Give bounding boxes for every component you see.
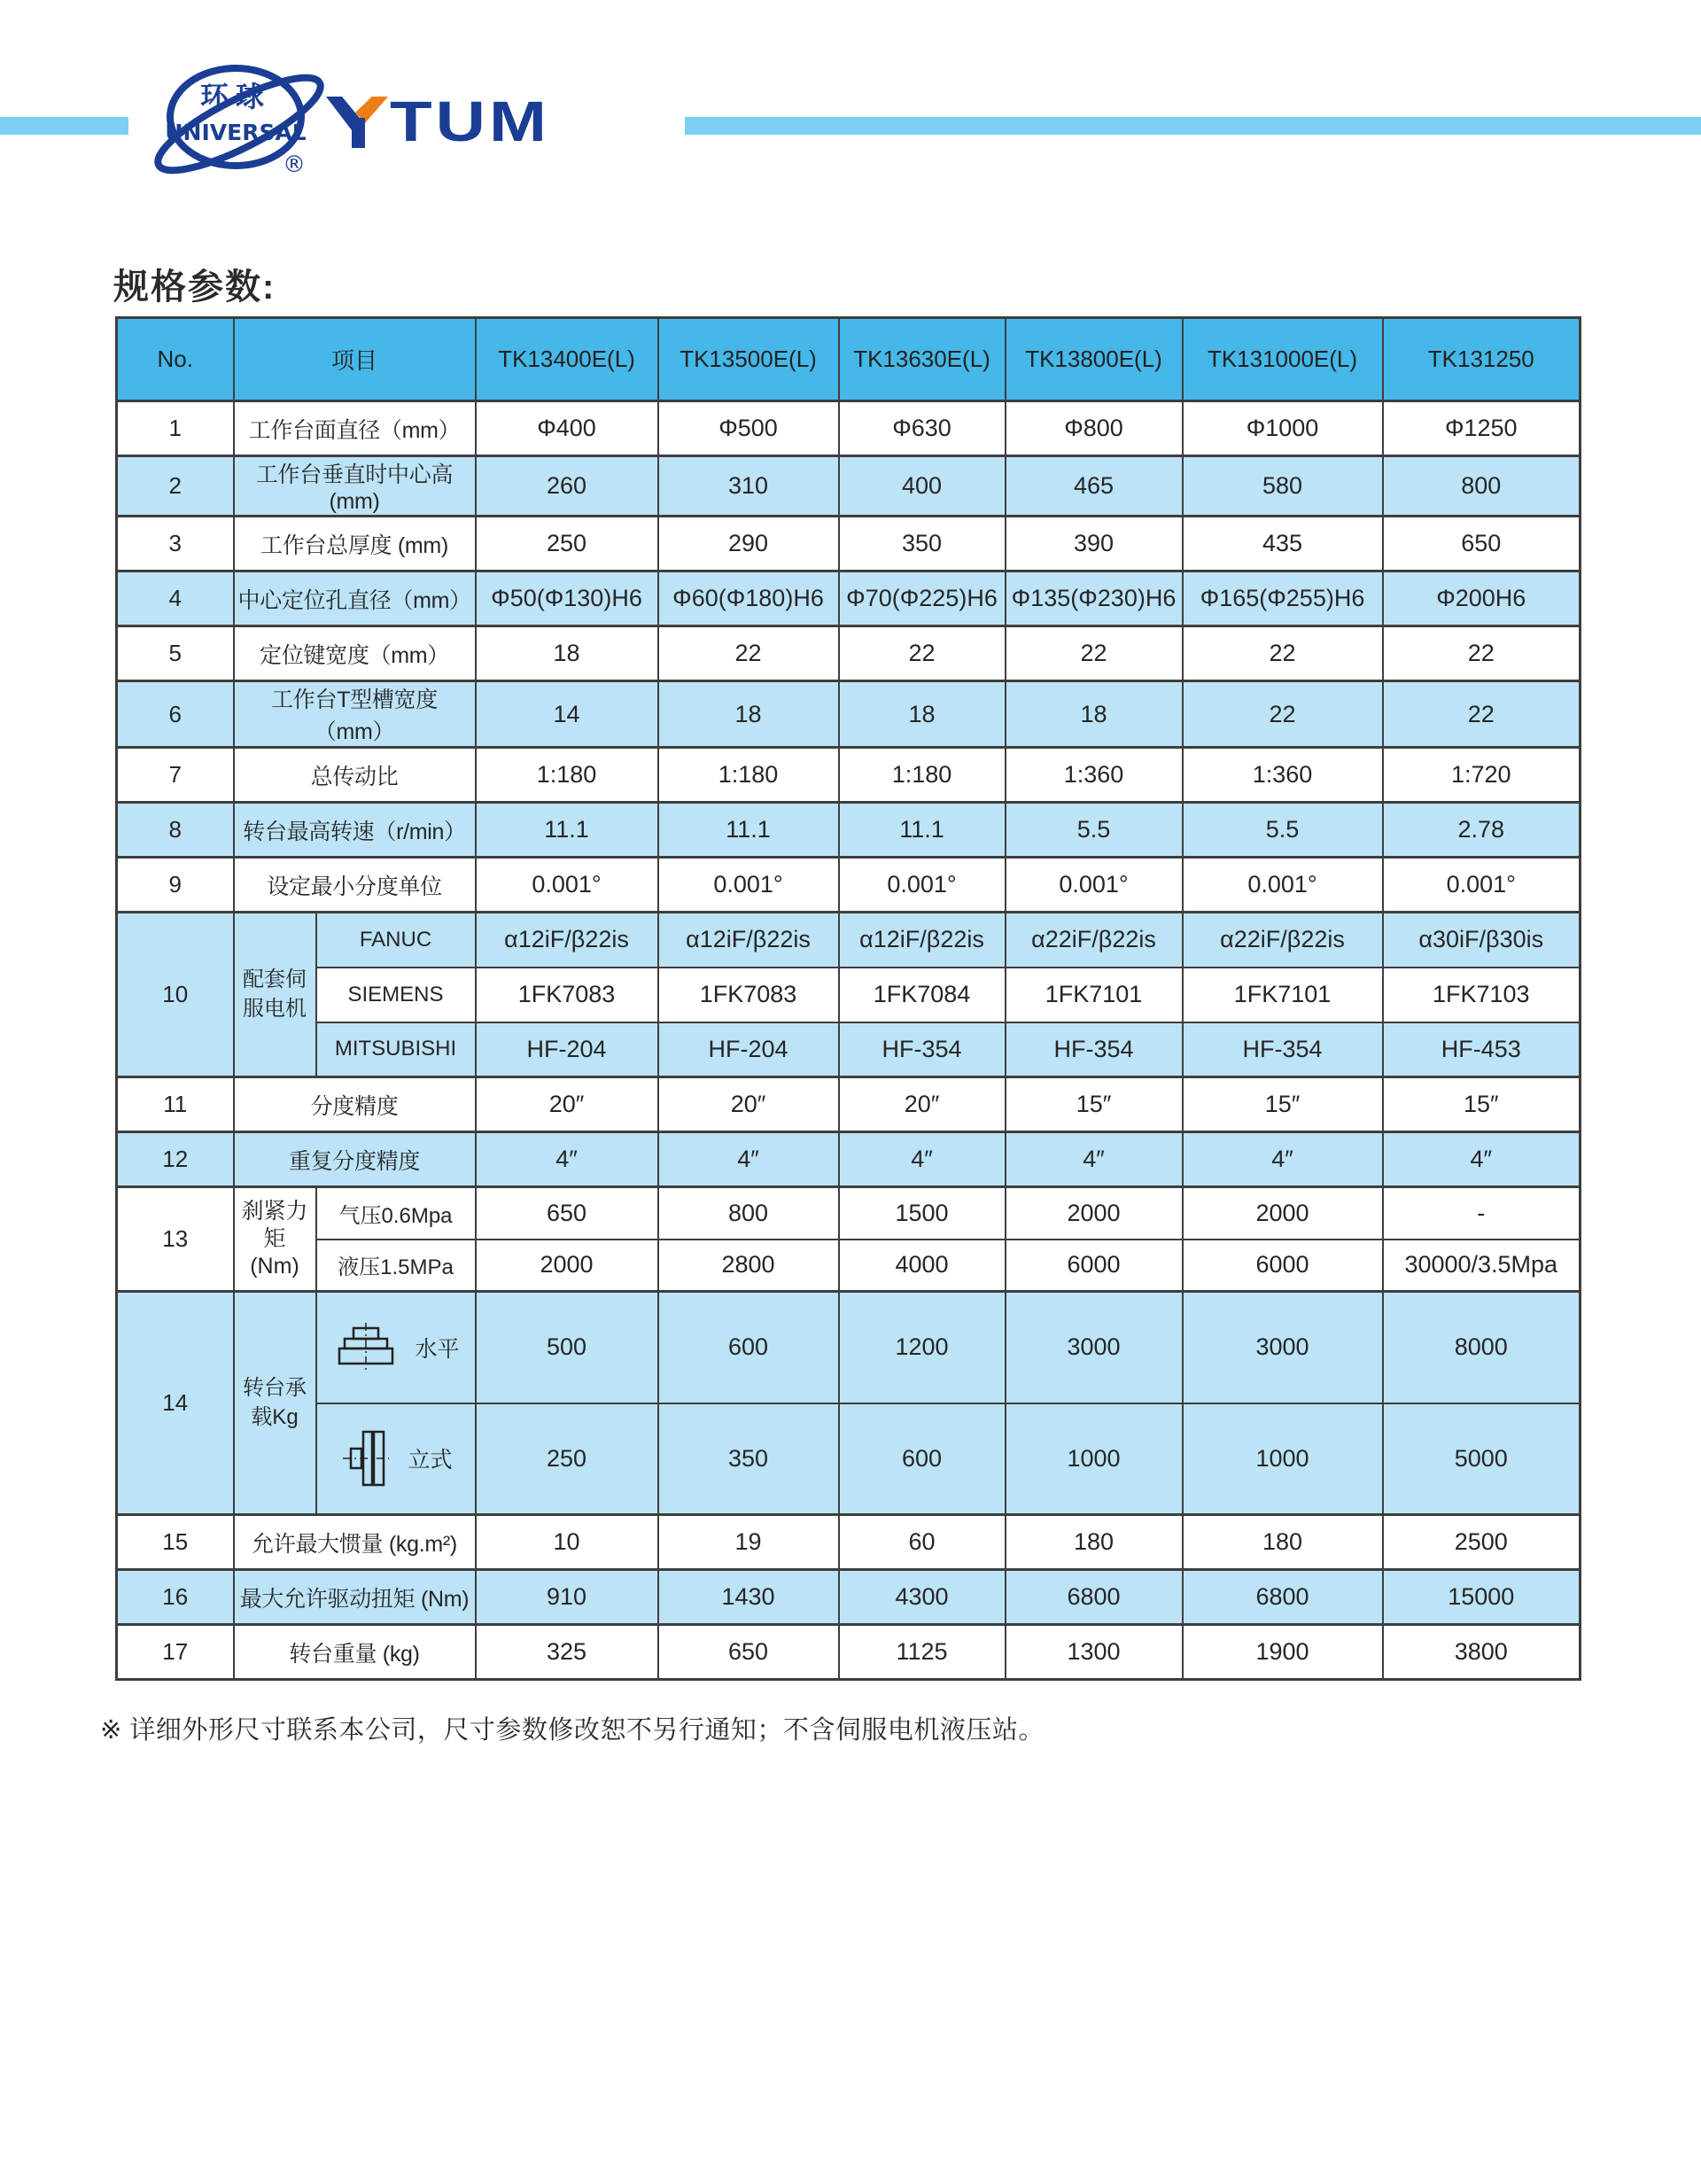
spec-value: HF-354 <box>839 1022 1006 1077</box>
spec-value: 4″ <box>1383 1132 1581 1187</box>
spec-value: 6000 <box>1183 1240 1383 1292</box>
table-row <box>117 1515 1581 1570</box>
spec-value: 0.001° <box>839 858 1006 913</box>
row-label: 设定最小分度单位 <box>234 858 476 913</box>
spec-value: Φ500 <box>658 401 839 456</box>
spec-value: 30000/3.5Mpa <box>1383 1240 1581 1292</box>
spec-value: 0.001° <box>658 858 839 913</box>
row-label: 中心定位孔直径（mm） <box>234 571 476 626</box>
table-row <box>117 571 1581 626</box>
row-number: 4 <box>117 571 234 626</box>
globe-logo-icon <box>151 55 332 188</box>
spec-value: 18 <box>476 626 658 681</box>
spec-value: 22 <box>839 626 1006 681</box>
spec-table <box>115 316 1581 1681</box>
spec-value: 1:360 <box>1183 748 1383 803</box>
spec-value: 1FK7083 <box>658 968 839 1022</box>
spec-value: 5.5 <box>1183 803 1383 858</box>
spec-value: 465 <box>1006 456 1183 517</box>
spec-value: 1900 <box>1183 1625 1383 1680</box>
spec-value: 800 <box>1383 456 1581 517</box>
column-header-item: 项目 <box>234 318 476 401</box>
spec-value: 2.78 <box>1383 803 1581 858</box>
spec-value: 580 <box>1183 456 1383 517</box>
spec-value: 19 <box>658 1515 839 1570</box>
svg-text:环球: 环球 <box>199 80 272 113</box>
table-row <box>117 748 1581 803</box>
spec-value: Φ60(Φ180)H6 <box>658 571 839 626</box>
table-row <box>117 401 1581 456</box>
spec-value: α30iF/β30is <box>1383 913 1581 968</box>
mount-mode-label: 水平 <box>415 1336 460 1362</box>
spec-value: 22 <box>1383 626 1581 681</box>
clamp-label-line1: 刹紧力矩 <box>241 1198 308 1251</box>
spec-value: 4″ <box>1006 1132 1183 1187</box>
table-row-servo-siemens <box>117 968 1581 1022</box>
spec-value: 0.001° <box>1006 858 1183 913</box>
table-header-row <box>117 318 1581 401</box>
spec-value: 0.001° <box>1183 858 1383 913</box>
spec-value: 1FK7084 <box>839 968 1006 1022</box>
spec-value: 2000 <box>1006 1187 1183 1240</box>
table-row-servo-mitsubishi <box>117 1022 1581 1077</box>
row-label: 分度精度 <box>234 1077 476 1132</box>
column-header-model: TK131000E(L) <box>1183 318 1383 401</box>
row-label: 工作台面直径（mm） <box>234 401 476 456</box>
spec-value: 600 <box>839 1403 1006 1515</box>
top-bar-right <box>685 117 1701 135</box>
spec-value: 10 <box>476 1515 658 1570</box>
spec-value: 1200 <box>839 1292 1006 1403</box>
column-header-model: TK13500E(L) <box>658 318 839 401</box>
row-number: 10 <box>117 913 234 1077</box>
spec-value: Φ135(Φ230)H6 <box>1006 571 1183 626</box>
spec-value: Φ165(Φ255)H6 <box>1183 571 1383 626</box>
spec-value: 60 <box>839 1515 1006 1570</box>
spec-value: 20″ <box>658 1077 839 1132</box>
spec-value: 15″ <box>1383 1077 1581 1132</box>
spec-value: 2800 <box>658 1240 839 1292</box>
spec-value: 3000 <box>1183 1292 1383 1403</box>
spec-value: 20″ <box>476 1077 658 1132</box>
spec-value: α22iF/β22is <box>1183 913 1383 968</box>
spec-value: 2000 <box>476 1240 658 1292</box>
table-row <box>117 1570 1581 1625</box>
servo-brand-label: FANUC <box>316 913 476 968</box>
spec-value: 650 <box>658 1625 839 1680</box>
spec-value: 4″ <box>839 1132 1006 1187</box>
spec-value: 1000 <box>1183 1403 1383 1515</box>
table-row-clamp-air <box>117 1187 1581 1240</box>
spec-value: 180 <box>1183 1515 1383 1570</box>
horizontal-mount-icon <box>332 1321 400 1374</box>
spec-value: 350 <box>839 517 1006 571</box>
spec-value: 6800 <box>1006 1570 1183 1625</box>
clamp-condition-label: 液压1.5MPa <box>316 1240 476 1292</box>
row-number: 15 <box>117 1515 234 1570</box>
spec-value: 1:360 <box>1006 748 1183 803</box>
table-row-servo-fanuc <box>117 913 1581 968</box>
table-row <box>117 1625 1581 1680</box>
spec-value: 650 <box>476 1187 658 1240</box>
row-label: 转台最高转速（r/min） <box>234 803 476 858</box>
row-number: 16 <box>117 1570 234 1625</box>
spec-value: 600 <box>658 1292 839 1403</box>
spec-value: 180 <box>1006 1515 1183 1570</box>
column-header-model: TK13800E(L) <box>1006 318 1183 401</box>
universal-logo <box>151 55 332 188</box>
spec-value: 15000 <box>1383 1570 1581 1625</box>
column-header-no: No. <box>117 318 234 401</box>
spec-value: HF-453 <box>1383 1022 1581 1077</box>
spec-value: 1000 <box>1006 1403 1183 1515</box>
table-row <box>117 456 1581 517</box>
spec-value: 8000 <box>1383 1292 1581 1403</box>
spec-value: 11.1 <box>476 803 658 858</box>
mount-mode-cell <box>316 1292 476 1403</box>
row-label: 配套伺服电机 <box>234 913 316 1077</box>
spec-value: 22 <box>1006 626 1183 681</box>
spec-value: Φ50(Φ130)H6 <box>476 571 658 626</box>
spec-value: Φ70(Φ225)H6 <box>839 571 1006 626</box>
spec-value: α12iF/β22is <box>476 913 658 968</box>
spec-value: 350 <box>658 1403 839 1515</box>
spec-value: HF-354 <box>1006 1022 1183 1077</box>
row-number: 1 <box>117 401 234 456</box>
spec-value: 1FK7103 <box>1383 968 1581 1022</box>
footnote: ※ 详细外形尺寸联系本公司，尺寸参数修改恕不另行通知；不含伺服电机液压站。 <box>100 1716 1045 1745</box>
spec-value: 250 <box>476 517 658 571</box>
spec-value: 1125 <box>839 1625 1006 1680</box>
spec-value: 4″ <box>1183 1132 1383 1187</box>
spec-value: 5.5 <box>1006 803 1183 858</box>
table-row <box>117 1132 1581 1187</box>
spec-value: α12iF/β22is <box>839 913 1006 968</box>
row-label: 定位键宽度（mm） <box>234 626 476 681</box>
table-row-load-vertical <box>117 1403 1581 1515</box>
spec-value: Φ800 <box>1006 401 1183 456</box>
spec-value: 5000 <box>1383 1403 1581 1515</box>
vertical-mount-icon <box>339 1425 392 1492</box>
spec-value: 290 <box>658 517 839 571</box>
spec-value: 4000 <box>839 1240 1006 1292</box>
row-number: 17 <box>117 1625 234 1680</box>
spec-value: 800 <box>658 1187 839 1240</box>
spec-value: 1FK7101 <box>1006 968 1183 1022</box>
brand-text: TUM <box>390 89 550 154</box>
spec-value: 400 <box>839 456 1006 517</box>
spec-value: 6800 <box>1183 1570 1383 1625</box>
spec-value: 1:720 <box>1383 748 1581 803</box>
spec-value: 3800 <box>1383 1625 1581 1680</box>
spec-value: HF-204 <box>476 1022 658 1077</box>
clamp-condition-label: 气压0.6Mpa <box>316 1187 476 1240</box>
spec-value: 6000 <box>1006 1240 1183 1292</box>
spec-value: 22 <box>1183 626 1383 681</box>
spec-value: 500 <box>476 1292 658 1403</box>
spec-value: 650 <box>1383 517 1581 571</box>
spec-value: 20″ <box>839 1077 1006 1132</box>
spec-value: 260 <box>476 456 658 517</box>
row-label <box>234 1187 316 1292</box>
table-row <box>117 626 1581 681</box>
spec-value: 390 <box>1006 517 1183 571</box>
spec-value: 1500 <box>839 1187 1006 1240</box>
row-number: 7 <box>117 748 234 803</box>
row-number: 13 <box>117 1187 234 1292</box>
spec-value: 14 <box>476 681 658 748</box>
column-header-model: TK13400E(L) <box>476 318 658 401</box>
spec-value: 15″ <box>1183 1077 1383 1132</box>
spec-value: 1FK7101 <box>1183 968 1383 1022</box>
spec-value: α22iF/β22is <box>1006 913 1183 968</box>
svg-text:UNIVERSAL: UNIVERSAL <box>165 120 307 145</box>
spec-value: 22 <box>1183 681 1383 748</box>
spec-value: 2500 <box>1383 1515 1581 1570</box>
spec-value: 910 <box>476 1570 658 1625</box>
spec-value: HF-354 <box>1183 1022 1383 1077</box>
spec-value: 4300 <box>839 1570 1006 1625</box>
spec-value: 18 <box>658 681 839 748</box>
spec-value: 11.1 <box>839 803 1006 858</box>
spec-value: Φ400 <box>476 401 658 456</box>
svg-text:®: ® <box>283 152 306 178</box>
table-row <box>117 858 1581 913</box>
row-label: 总传动比 <box>234 748 476 803</box>
table-row-load-horizontal <box>117 1292 1581 1403</box>
table-row <box>117 517 1581 571</box>
table-row-clamp-hydraulic <box>117 1240 1581 1292</box>
row-number: 3 <box>117 517 234 571</box>
section-title: 规格参数: <box>113 268 276 307</box>
row-label: 工作台总厚度 (mm) <box>234 517 476 571</box>
spec-value: 4″ <box>658 1132 839 1187</box>
row-number: 2 <box>117 456 234 517</box>
row-number: 8 <box>117 803 234 858</box>
spec-value: 1:180 <box>658 748 839 803</box>
clamp-label-line2: (Nm) <box>250 1254 299 1279</box>
row-number: 5 <box>117 626 234 681</box>
brand-y-icon <box>324 93 390 150</box>
spec-value: Φ200H6 <box>1383 571 1581 626</box>
spec-value: Φ1250 <box>1383 401 1581 456</box>
row-label: 重复分度精度 <box>234 1132 476 1187</box>
spec-value: 0.001° <box>1383 858 1581 913</box>
spec-value: 3000 <box>1006 1292 1183 1403</box>
column-header-model: TK131250 <box>1383 318 1581 401</box>
brand-ytum <box>324 87 550 156</box>
table-row <box>117 1077 1581 1132</box>
row-label: 最大允许驱动扭矩 (Nm) <box>234 1570 476 1625</box>
spec-value: 22 <box>658 626 839 681</box>
row-number: 9 <box>117 858 234 913</box>
mount-mode-label: 立式 <box>408 1448 453 1473</box>
spec-value: 2000 <box>1183 1187 1383 1240</box>
row-label: 允许最大惯量 (kg.m²) <box>234 1515 476 1570</box>
spec-value: 250 <box>476 1403 658 1515</box>
row-number: 14 <box>117 1292 234 1515</box>
spec-value: 1FK7083 <box>476 968 658 1022</box>
spec-value: 11.1 <box>658 803 839 858</box>
table-row <box>117 681 1581 748</box>
mount-mode-cell <box>316 1403 476 1515</box>
spec-value: 310 <box>658 456 839 517</box>
spec-value: 325 <box>476 1625 658 1680</box>
spec-value: 18 <box>1006 681 1183 748</box>
spec-value: HF-204 <box>658 1022 839 1077</box>
spec-value: 435 <box>1183 517 1383 571</box>
row-number: 11 <box>117 1077 234 1132</box>
spec-value: α12iF/β22is <box>658 913 839 968</box>
spec-value: Φ630 <box>839 401 1006 456</box>
spec-value: 1430 <box>658 1570 839 1625</box>
spec-value: 22 <box>1383 681 1581 748</box>
servo-brand-label: MITSUBISHI <box>316 1022 476 1077</box>
column-header-model: TK13630E(L) <box>839 318 1006 401</box>
row-label: 转台重量 (kg) <box>234 1625 476 1680</box>
row-label: 工作台T型槽宽度（mm） <box>234 681 476 748</box>
spec-value: 15″ <box>1006 1077 1183 1132</box>
top-bar-left <box>0 117 128 135</box>
spec-value: 18 <box>839 681 1006 748</box>
spec-value: 4″ <box>476 1132 658 1187</box>
spec-value: - <box>1383 1187 1581 1240</box>
spec-value: 1:180 <box>839 748 1006 803</box>
row-number: 12 <box>117 1132 234 1187</box>
table-row <box>117 803 1581 858</box>
spec-value: 0.001° <box>476 858 658 913</box>
spec-value: 1:180 <box>476 748 658 803</box>
spec-value: 1300 <box>1006 1625 1183 1680</box>
row-label: 工作台垂直时中心高 (mm) <box>234 456 476 517</box>
servo-brand-label: SIEMENS <box>316 968 476 1022</box>
row-number: 6 <box>117 681 234 748</box>
spec-value: Φ1000 <box>1183 401 1383 456</box>
row-label: 转台承载Kg <box>234 1292 316 1515</box>
